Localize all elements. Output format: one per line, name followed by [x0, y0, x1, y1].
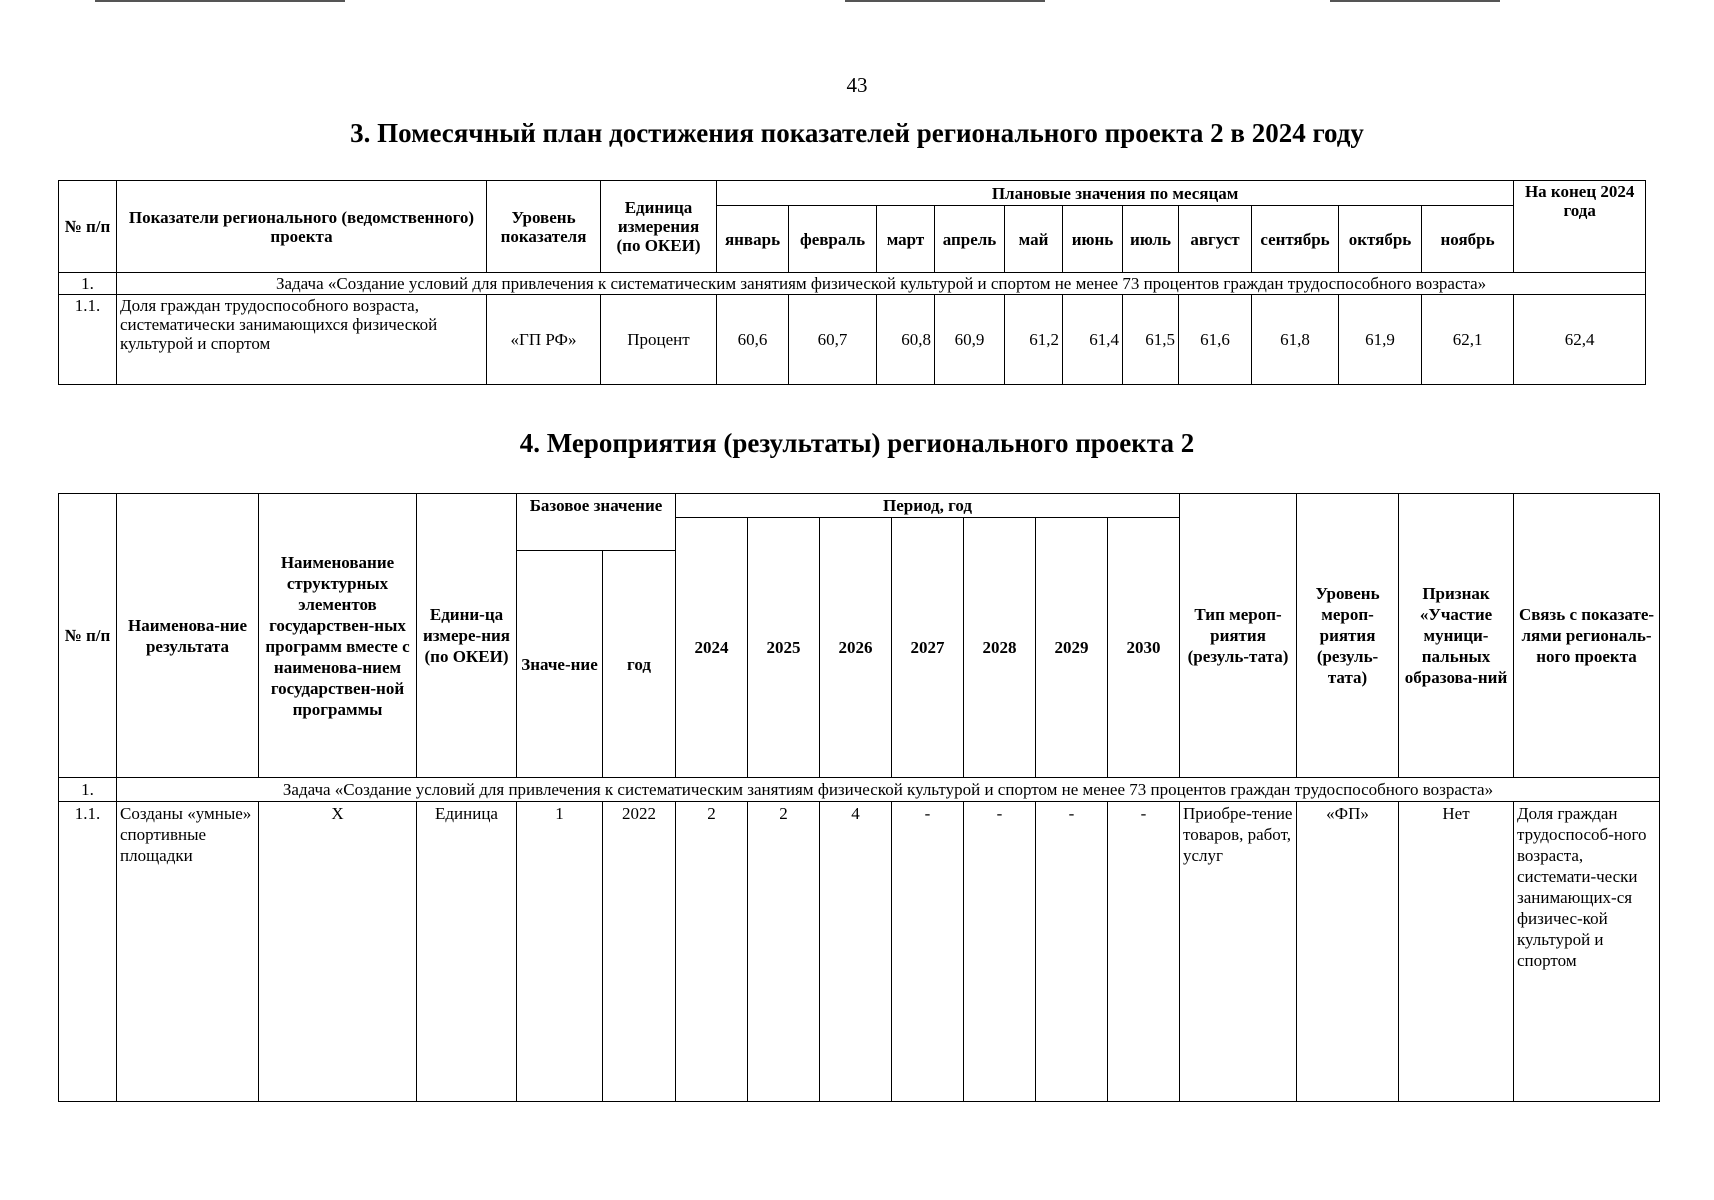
structural-elements: X: [259, 802, 417, 1102]
header-month: январь: [717, 206, 789, 273]
results-table: [58, 493, 1660, 1102]
month-value: 60,7: [789, 295, 877, 385]
year-value: -: [964, 802, 1036, 1102]
header-month: март: [877, 206, 935, 273]
header-base-value: Значе-ние: [517, 551, 603, 778]
header-month: июнь: [1063, 206, 1123, 273]
task-row-num: 1.: [59, 273, 117, 295]
month-value: 62,1: [1422, 295, 1514, 385]
header-indicator: Показатели регионального (ведомственного) проекта: [117, 181, 487, 273]
month-value: 60,9: [935, 295, 1005, 385]
municipal-participation: Нет: [1399, 802, 1514, 1102]
header-month: апрель: [935, 206, 1005, 273]
result-unit: Единица: [417, 802, 517, 1102]
task-row-num: 1.: [59, 778, 117, 802]
base-value: 1: [517, 802, 603, 1102]
month-value: 60,6: [717, 295, 789, 385]
year-value: -: [1036, 802, 1108, 1102]
header-month: август: [1179, 206, 1252, 273]
header-num: № п/п: [59, 181, 117, 273]
indicator-link: Доля граждан трудоспособ-ного возраста, системати-чески занимающих-ся физичес-кой культурой и спортом: [1514, 802, 1660, 1102]
header-municipal: Признак «Участие муници-пальных образова-ний: [1399, 494, 1514, 778]
header-end-of-year: На конец 2024 года: [1514, 181, 1646, 273]
month-value: 61,8: [1252, 295, 1339, 385]
year-value: 4: [820, 802, 892, 1102]
header-year: 2027: [892, 518, 964, 778]
header-num: № п/п: [59, 494, 117, 778]
event-level: «ФП»: [1297, 802, 1399, 1102]
header-month: февраль: [789, 206, 877, 273]
month-value: 61,2: [1005, 295, 1063, 385]
header-month: сентябрь: [1252, 206, 1339, 273]
end-of-year-value: 62,4: [1514, 295, 1646, 385]
header-type: Тип мероп-риятия (резуль-тата): [1180, 494, 1297, 778]
header-year: 2024: [676, 518, 748, 778]
header-base: Базовое значение: [517, 494, 676, 551]
header-level: Уровень мероп-риятия (резуль-тата): [1297, 494, 1399, 778]
top-scan-line: [845, 0, 1045, 2]
month-value: 61,5: [1123, 295, 1179, 385]
month-value: 61,9: [1339, 295, 1422, 385]
header-level: Уровень показателя: [487, 181, 601, 273]
header-year: 2030: [1108, 518, 1180, 778]
header-month: ноябрь: [1422, 206, 1514, 273]
month-value: 60,8: [877, 295, 935, 385]
indicator-name: Доля граждан трудоспособного возраста, систематически занимающихся физической культурой и спортом: [117, 295, 487, 385]
page-number: 43: [846, 73, 868, 97]
indicator-unit: Процент: [601, 295, 717, 385]
header-unit: Единица измерения (по ОКЕИ): [601, 181, 717, 273]
task-row-text: Задача «Создание условий для привлечения к систематическим занятиям физической культурой и спортом не менее 73 процентов граждан трудоспособного возраста»: [117, 273, 1646, 295]
header-year: 2029: [1036, 518, 1108, 778]
header-structural: Наименование структурных элементов государствен-ных программ вместе с наименова-нием государствен-ной программы: [259, 494, 417, 778]
header-planned: Плановые значения по месяцам: [717, 181, 1514, 206]
header-year: 2025: [748, 518, 820, 778]
month-value: 61,6: [1179, 295, 1252, 385]
event-type: Приобре-тение товаров, работ, услуг: [1180, 802, 1297, 1102]
section4-title: 4. Мероприятия (результаты) регионального проекта 2: [519, 428, 1195, 458]
year-value: -: [1108, 802, 1180, 1102]
top-scan-line: [1330, 0, 1500, 2]
row-num: 1.1.: [59, 802, 117, 1102]
base-year: 2022: [603, 802, 676, 1102]
section3-title: 3. Помесячный план достижения показателей регионального проекта 2 в 2024 году: [350, 118, 1364, 148]
year-value: 2: [748, 802, 820, 1102]
header-base-year: год: [603, 551, 676, 778]
indicator-level: «ГП РФ»: [487, 295, 601, 385]
top-scan-line: [95, 0, 345, 2]
header-year: 2028: [964, 518, 1036, 778]
year-value: 2: [676, 802, 748, 1102]
header-result-name: Наименова-ние результата: [117, 494, 259, 778]
header-unit: Едини-ца измере-ния (по ОКЕИ): [417, 494, 517, 778]
month-value: 61,4: [1063, 295, 1123, 385]
monthly-plan-table: [58, 180, 1646, 385]
year-value: -: [892, 802, 964, 1102]
header-link: Связь с показате-лями региональ-ного проекта: [1514, 494, 1660, 778]
header-month: июль: [1123, 206, 1179, 273]
header-year: 2026: [820, 518, 892, 778]
row-num: 1.1.: [59, 295, 117, 385]
result-name: Созданы «умные» спортивные площадки: [117, 802, 259, 1102]
header-period: Период, год: [676, 494, 1180, 518]
header-month: октябрь: [1339, 206, 1422, 273]
header-month: май: [1005, 206, 1063, 273]
task-row-text: Задача «Создание условий для привлечения к систематическим занятиям физической культурой и спортом не менее 73 процентов граждан трудоспособного возраста»: [117, 778, 1660, 802]
